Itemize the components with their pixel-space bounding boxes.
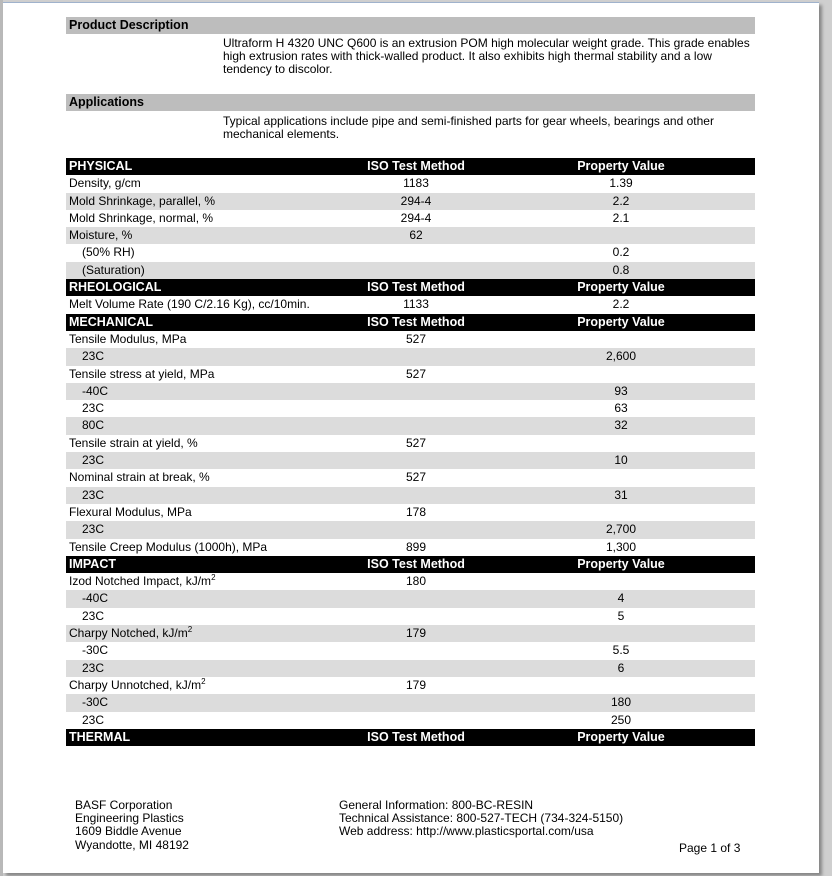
property-value: 0.8	[612, 262, 630, 277]
section-header-thermal	[66, 729, 755, 746]
property-label	[69, 625, 192, 642]
table-row	[66, 348, 755, 365]
property-label: Mold Shrinkage, normal, %	[69, 210, 214, 225]
table-row	[66, 175, 755, 192]
property-value: 2,600	[605, 349, 637, 364]
superscript: 2	[187, 625, 193, 635]
superscript: 2	[201, 676, 206, 686]
property-value: 4	[617, 591, 625, 606]
property-value: 1.39	[609, 176, 633, 191]
property-value: 2,700	[605, 522, 637, 537]
property-value: 6	[617, 660, 625, 675]
test-method: 179	[405, 626, 427, 641]
superscript: 2	[211, 573, 216, 583]
label-text: Charpy Unnotched, kJ/m	[69, 677, 202, 692]
company-division: Engineering Plastics	[75, 811, 184, 826]
property-label: -30C	[82, 643, 109, 658]
section-title: THERMAL	[69, 729, 131, 744]
table-row	[66, 573, 755, 590]
property-label: -40C	[82, 383, 109, 398]
property-label: 23C	[82, 487, 105, 502]
property-value: 0.2	[612, 245, 630, 260]
table-row	[66, 262, 755, 279]
test-method: 294-4	[400, 193, 432, 208]
property-label: Tensile Creep Modulus (1000h), MPa	[69, 539, 268, 554]
property-label: Melt Volume Rate (190 C/2.16 Kg), cc/10min.	[69, 297, 310, 312]
company-street: 1609 Biddle Avenue	[75, 824, 182, 839]
property-label: (50% RH)	[82, 245, 135, 260]
property-label: Mold Shrinkage, parallel, %	[69, 193, 216, 208]
table-row	[66, 244, 755, 261]
property-label: Nominal strain at break, %	[69, 470, 210, 485]
property-label: 80C	[82, 418, 105, 433]
table-row	[66, 625, 755, 642]
property-value: 2.2	[612, 193, 630, 208]
column-header-method: ISO Test Method	[367, 159, 465, 173]
section-header-mechanical	[66, 314, 755, 331]
table-row	[66, 383, 755, 400]
property-label: Density, g/cm	[69, 176, 141, 191]
general-information: General Information: 800-BC-RESIN	[339, 798, 534, 812]
table-row	[66, 210, 755, 227]
column-header-method: ISO Test Method	[367, 556, 465, 571]
test-method: 1133	[403, 297, 429, 312]
property-value: 63	[614, 401, 628, 416]
label-text: Charpy Notched, kJ/m	[69, 626, 188, 641]
property-value: 1,300	[605, 539, 637, 554]
column-header-method: ISO Test Method	[367, 729, 465, 744]
test-method: 527	[405, 331, 427, 346]
section-title: RHEOLOGICAL	[69, 280, 162, 295]
section-header-rheological	[66, 279, 755, 296]
test-method: 1183	[403, 176, 429, 191]
table-row	[66, 487, 755, 504]
column-header-value: Property Value	[577, 729, 665, 744]
section-title: IMPACT	[69, 556, 116, 571]
footer-company-address	[75, 799, 189, 852]
column-header-value: Property Value	[577, 314, 665, 329]
table-row	[66, 227, 755, 244]
property-label: 23C	[82, 349, 105, 364]
property-label: (Saturation)	[82, 262, 145, 277]
test-method: 62	[409, 228, 423, 243]
table-row	[66, 590, 755, 607]
column-header-value: Property Value	[577, 280, 665, 295]
property-label: 23C	[82, 401, 105, 416]
property-label: -30C	[82, 695, 109, 710]
applications-heading: Applications	[66, 94, 755, 111]
company-name: BASF Corporation	[75, 798, 173, 812]
applications-text: Typical applications include pipe and semi-finished parts for gear wheels, bearings and other mechanical elements.	[223, 114, 714, 142]
table-row	[66, 452, 755, 469]
property-label: 23C	[82, 522, 105, 537]
property-value: 93	[614, 383, 628, 398]
table-row	[66, 504, 755, 521]
property-value: 5	[617, 608, 625, 623]
table-row	[66, 608, 755, 625]
table-row	[66, 539, 755, 556]
section-header-physical	[66, 158, 755, 175]
table-row	[66, 660, 755, 677]
table-row	[66, 296, 755, 313]
property-label: -40C	[82, 591, 109, 606]
table-row	[66, 521, 755, 538]
test-method: 527	[405, 470, 427, 485]
property-label: 23C	[82, 453, 105, 468]
test-method: 527	[405, 435, 427, 450]
properties-table	[66, 158, 755, 746]
property-label: Flexural Modulus, MPa	[69, 504, 192, 519]
table-row	[66, 400, 755, 417]
property-label: 23C	[82, 660, 105, 675]
test-method: 179	[405, 677, 427, 692]
table-row	[66, 417, 755, 434]
test-method: 899	[405, 539, 427, 554]
section-header-impact	[66, 556, 755, 573]
section-title: PHYSICAL	[69, 159, 133, 173]
test-method: 180	[405, 574, 427, 589]
property-value: 10	[614, 453, 628, 468]
test-method: 178	[405, 504, 427, 519]
property-label: Tensile strain at yield, %	[69, 435, 198, 450]
property-value: 2.1	[612, 210, 630, 225]
property-label: 23C	[82, 608, 105, 623]
label-text: Izod Notched Impact, kJ/m	[69, 574, 212, 589]
table-row	[66, 331, 755, 348]
property-value: 5.5	[612, 643, 630, 658]
column-header-method: ISO Test Method	[367, 280, 465, 295]
property-label	[69, 573, 216, 590]
web-address: Web address: http://www.plasticsportal.com/usa	[339, 824, 594, 839]
table-row	[66, 435, 755, 452]
table-row	[66, 694, 755, 711]
table-row	[66, 469, 755, 486]
property-label: Tensile stress at yield, MPa	[69, 366, 215, 381]
section-title: MECHANICAL	[69, 314, 154, 329]
table-row	[66, 193, 755, 210]
property-value: 2.2	[612, 297, 630, 312]
property-value: 32	[614, 418, 628, 433]
column-header-value: Property Value	[577, 159, 665, 173]
page-number: Page 1 of 3	[679, 841, 741, 855]
property-label: 23C	[82, 712, 105, 727]
technical-assistance: Technical Assistance: 800-527-TECH (734-324-5150)	[339, 811, 624, 826]
company-city: Wyandotte, MI 48192	[75, 837, 189, 852]
test-method: 294-4	[400, 210, 432, 225]
table-row	[66, 712, 755, 729]
property-label	[69, 677, 206, 694]
product-description-text: Ultraform H 4320 UNC Q600 is an extrusion POM high molecular weight grade. This grade enables high extrusion rates with thick-walled product. It also exhibits high thermal stability and a low tendency to discolor.	[223, 36, 750, 77]
property-value: 250	[610, 712, 632, 727]
property-label: Tensile Modulus, MPa	[69, 331, 187, 346]
property-value: 31	[614, 487, 628, 502]
column-header-method: ISO Test Method	[367, 314, 465, 329]
product-description-heading: Product Description	[66, 17, 755, 34]
test-method: 527	[405, 366, 427, 381]
property-value: 180	[610, 695, 632, 710]
footer-contact-info	[339, 799, 623, 839]
table-row	[66, 677, 755, 694]
property-label: Moisture, %	[69, 228, 133, 243]
table-row	[66, 642, 755, 659]
table-row	[66, 366, 755, 383]
column-header-value: Property Value	[577, 556, 665, 571]
